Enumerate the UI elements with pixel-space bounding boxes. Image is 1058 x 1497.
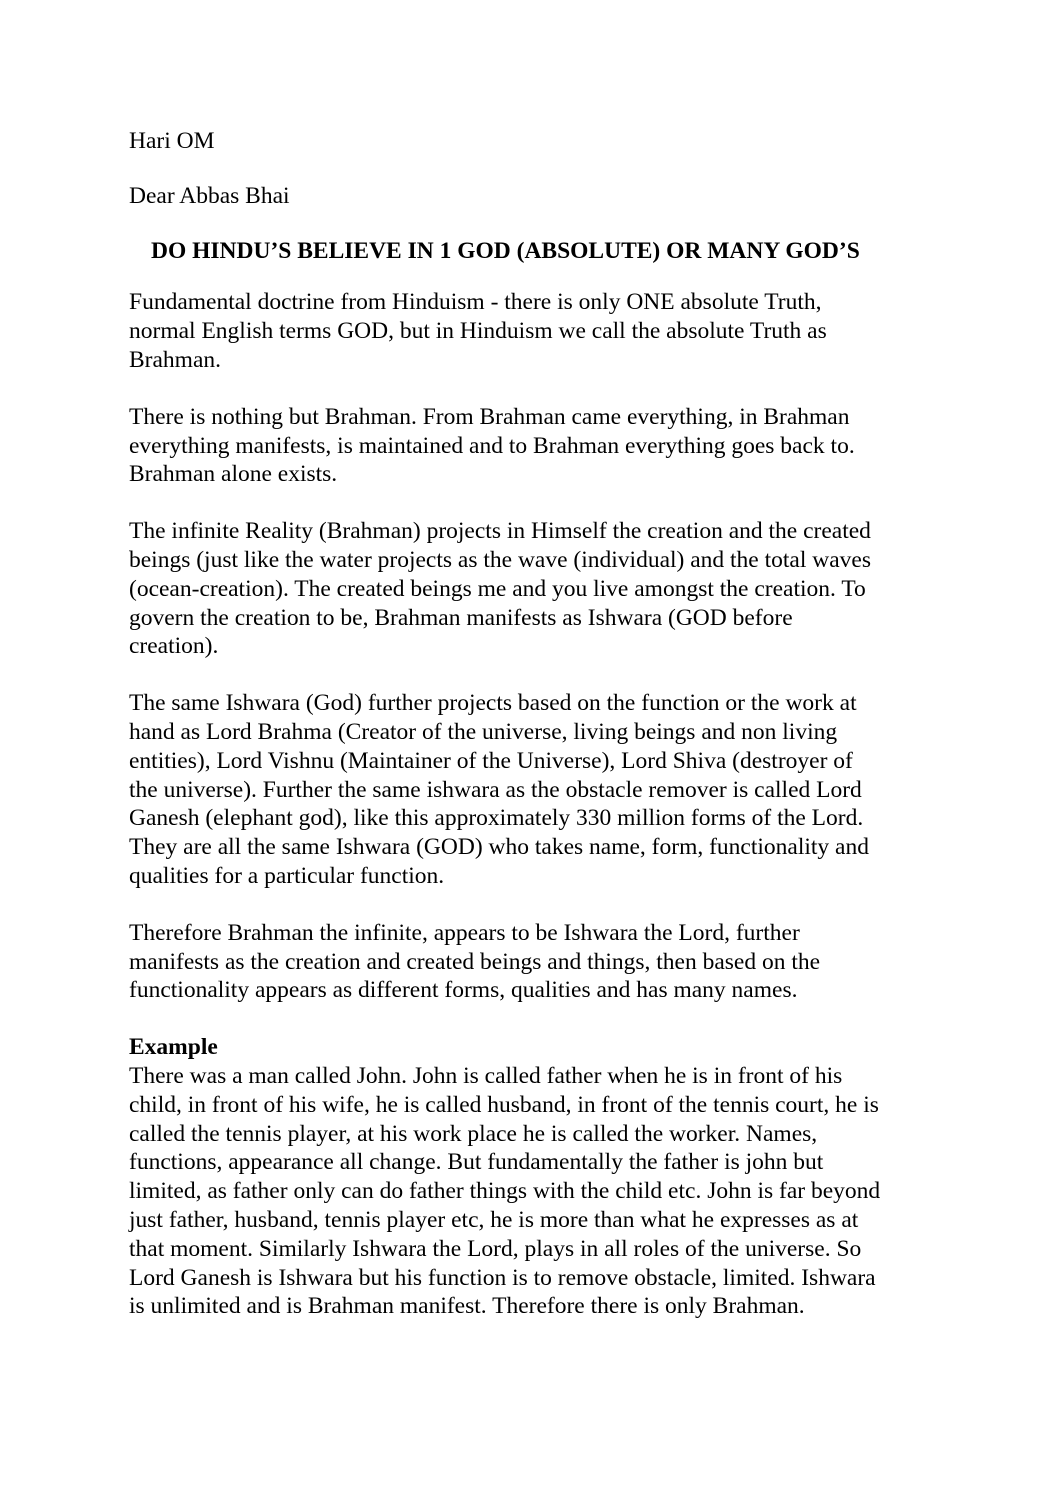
paragraph-line: The infinite Reality (Brahman) projects in Himself the creation and the created — [129, 518, 871, 545]
paragraph-line: normal English terms GOD, but in Hinduism we call the absolute Truth as — [129, 318, 827, 345]
paragraph-5 — [129, 919, 929, 1005]
salutation — [129, 182, 929, 211]
example-line: Lord Ganesh is Ishwara but his function is to remove obstacle, limited. Ishwara — [129, 1264, 876, 1291]
paragraph-line: (ocean-creation). The created beings me and you live amongst the creation. To — [129, 575, 866, 602]
example-section — [129, 1033, 929, 1321]
paragraph-line: The same Ishwara (God) further projects based on the function or the work at — [129, 690, 857, 717]
paragraph-2 — [129, 403, 929, 489]
letter-body — [129, 127, 929, 1321]
salutation-text: Dear Abbas Bhai — [129, 182, 290, 209]
example-heading: Example — [129, 1034, 218, 1061]
paragraph-line: creation). — [129, 633, 219, 660]
example-line: that moment. Similarly Ishwara the Lord, plays in all roles of the universe. So — [129, 1235, 862, 1262]
paragraph-line: beings (just like the water projects as the wave (individual) and the total waves — [129, 546, 871, 573]
paragraph-line: qualities for a particular function. — [129, 862, 445, 889]
paragraph-line: manifests as the creation and created beings and things, then based on the — [129, 948, 821, 975]
paragraph-line: govern the creation to be, Brahman manifests as Ishwara (GOD before — [129, 604, 793, 631]
paragraph-1 — [129, 288, 929, 374]
paragraph-line: Fundamental doctrine from Hinduism - there is only ONE absolute Truth, — [129, 289, 822, 316]
greeting-text: Hari OM — [129, 128, 215, 154]
paragraph-line: They are all the same Ishwara (GOD) who takes name, form, functionality and — [129, 834, 869, 861]
paragraph-line: entities), Lord Vishnu (Maintainer of the Universe), Lord Shiva (destroyer of — [129, 747, 853, 774]
example-line: child, in front of his wife, he is called husband, in front of the tennis court, he is — [129, 1091, 879, 1118]
example-line: just father, husband, tennis player etc, he is more than what he expresses as at — [129, 1206, 859, 1233]
example-line: called the tennis player, at his work place he is called the worker. Names, — [129, 1120, 818, 1147]
paragraph-line: hand as Lord Brahma (Creator of the universe, living beings and non living — [129, 718, 838, 745]
document-title: DO HINDU’S BELIEVE IN 1 GOD (ABSOLUTE) OR MANY GOD’S — [151, 237, 860, 264]
example-line: limited, as father only can do father things with the child etc. John is far beyond — [129, 1178, 881, 1205]
paragraph-3 — [129, 517, 929, 661]
paragraph-4 — [129, 689, 929, 891]
paragraph-line: Therefore Brahman the infinite, appears to be Ishwara the Lord, further — [129, 919, 800, 946]
paragraph-line: Brahman. — [129, 346, 222, 373]
example-line: There was a man called John. John is called father when he is in front of his — [129, 1062, 843, 1089]
paragraph-line: functionality appears as different forms, qualities and has many names. — [129, 977, 798, 1004]
paragraph-line: Ganesh (elephant god), like this approximately 330 million forms of the Lord. — [129, 805, 864, 832]
paragraph-line: There is nothing but Brahman. From Brahman came everything, in Brahman — [129, 403, 850, 430]
paragraph-line: Brahman alone exists. — [129, 461, 338, 488]
example-line: functions, appearance all change. But fundamentally the father is john but — [129, 1149, 824, 1176]
greeting — [129, 127, 929, 156]
paragraph-line: everything manifests, is maintained and to Brahman everything goes back to. — [129, 432, 855, 459]
example-line: is unlimited and is Brahman manifest. Therefore there is only Brahman. — [129, 1293, 805, 1320]
paragraph-line: the universe). Further the same ishwara as the obstacle remover is called Lord — [129, 776, 862, 803]
